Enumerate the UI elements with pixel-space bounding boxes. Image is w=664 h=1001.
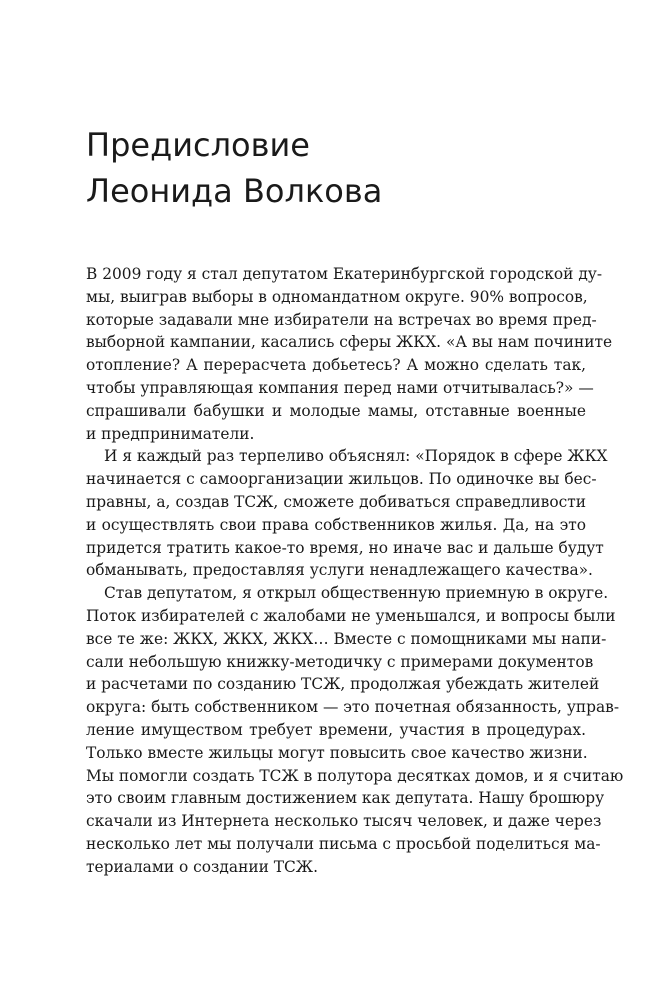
text-line: придется тратить какое-то время, но иначе вас и дальше будут bbox=[86, 538, 604, 557]
text-line: Мы помогли создать ТСЖ в полутора десятках домов, и я считаю bbox=[86, 766, 624, 785]
text-line: Только вместе жильцы могут повысить свое качество жизни. bbox=[86, 743, 588, 762]
text-line: обманывать, предоставляя услуги ненадлежащего качества». bbox=[86, 561, 593, 580]
text-line: которые задавали мне избиратели на встречах во время пред- bbox=[86, 310, 597, 329]
text-line: несколько лет мы получали письма с просьбой поделиться ма- bbox=[86, 834, 601, 853]
body-text bbox=[86, 263, 624, 879]
text-line: и предприниматели. bbox=[86, 424, 255, 443]
paragraph-3 bbox=[86, 582, 624, 878]
text-line: Поток избирателей с жалобами не уменьшался, и вопросы были bbox=[86, 606, 616, 625]
text-line: чтобы управляющая компания перед нами отчитывалась?» — bbox=[86, 378, 594, 397]
paragraph-1 bbox=[86, 263, 613, 445]
text-line: В 2009 году я стал депутатом Екатеринбургской городской ду- bbox=[86, 265, 603, 283]
text-line: это своим главным достижением как депутата. Нашу брошюру bbox=[86, 789, 605, 808]
text-line: начинается с самоорганизации жильцов. По одиночке вы бес- bbox=[86, 470, 597, 489]
text-line: отопление? А перерасчета добьетесь? А можно сделать так, bbox=[86, 356, 586, 375]
chapter-title-line-2: Леонида Волкова bbox=[86, 172, 383, 210]
text-line: мы, выиграв выборы в одномандатном округе. 90% вопросов, bbox=[86, 287, 588, 306]
paragraph-2 bbox=[86, 445, 608, 582]
text-line: спрашивали бабушки и молодые мамы, отставные военные bbox=[86, 401, 586, 420]
chapter-title bbox=[86, 122, 382, 214]
text-line: Став депутатом, я открыл общественную приемную в округе. bbox=[104, 584, 609, 603]
text-line: выборной кампании, касались сферы ЖКХ. «А вы нам почините bbox=[86, 333, 613, 352]
text-line: териалами о создании ТСЖ. bbox=[86, 857, 318, 876]
text-line: все те же: ЖКХ, ЖКХ, ЖКХ… Вместе с помощниками мы напи- bbox=[86, 629, 607, 648]
chapter-title-line-1: Предисловие bbox=[86, 126, 310, 164]
text-line: ление имуществом требует времени, участия в процедурах. bbox=[86, 720, 586, 739]
text-line: И я каждый раз терпеливо объяснял: «Порядок в сфере ЖКХ bbox=[104, 447, 608, 466]
text-line: правны, а, создав ТСЖ, сможете добиваться справедливости bbox=[86, 492, 586, 511]
text-line: сали небольшую книжку-методичку с примерами документов bbox=[86, 652, 594, 671]
text-line: и осуществлять свои права собственников жилья. Да, на это bbox=[86, 515, 586, 534]
text-line: скачали из Интернета несколько тысяч человек, и даже через bbox=[86, 812, 602, 831]
text-line: округа: быть собственником — это почетная обязанность, управ- bbox=[86, 698, 620, 717]
text-line: и расчетами по созданию ТСЖ, продолжая убеждать жителей bbox=[86, 675, 600, 694]
